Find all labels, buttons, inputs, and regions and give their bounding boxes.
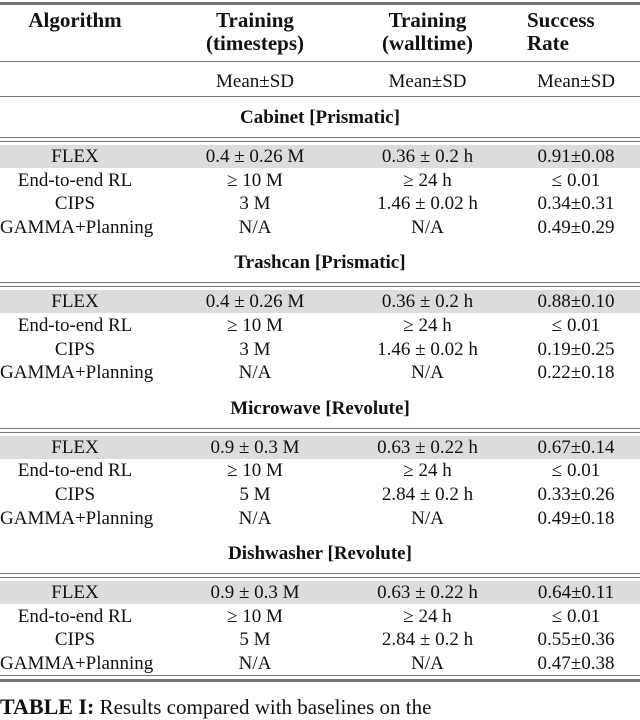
walltime-cell: N/A — [411, 217, 444, 239]
algorithm-cell: FLEX — [51, 291, 99, 313]
success-cell: 0.19±0.25 — [537, 338, 615, 360]
success-cell: 0.88±0.10 — [537, 291, 615, 313]
table-row — [0, 216, 640, 239]
section-title: Dishwasher [Revolute] — [228, 542, 412, 564]
timesteps-cell: 0.4 ± 0.26 M — [205, 291, 305, 313]
header-timesteps-line1: Training — [216, 8, 294, 32]
success-cell: 0.64±0.11 — [537, 581, 615, 603]
timesteps-cell: 3 M — [239, 193, 271, 215]
success-cell: 0.22±0.18 — [537, 362, 615, 384]
table-row — [0, 507, 640, 530]
table-row — [0, 314, 640, 337]
walltime-cell: 2.84 ± 0.2 h — [381, 484, 474, 505]
table-row — [0, 459, 640, 482]
table-row — [0, 192, 640, 215]
header-algorithm: Algorithm — [28, 8, 122, 32]
timesteps-cell: 0.9 ± 0.3 M — [210, 436, 300, 458]
walltime-cell: 0.36 ± 0.2 h — [381, 146, 474, 167]
walltime-cell: 0.36 ± 0.2 h — [381, 291, 474, 313]
timesteps-cell: 0.9 ± 0.3 M — [210, 581, 300, 603]
walltime-cell: N/A — [411, 653, 444, 674]
bottom-rule-inner — [0, 675, 640, 676]
success-cell: 0.49±0.29 — [537, 217, 615, 239]
caption-text: Results compared with baselines on the — [99, 695, 432, 719]
table-row — [0, 361, 640, 384]
header-walltime — [340, 9, 515, 55]
timesteps-cell: N/A — [238, 653, 272, 674]
header-success — [527, 9, 627, 55]
algorithm-cell: CIPS — [54, 629, 96, 651]
table-row — [0, 145, 640, 168]
walltime-cell: N/A — [411, 362, 444, 384]
algorithm-cell: FLEX — [51, 581, 99, 603]
walltime-cell: ≥ 24 h — [403, 169, 452, 191]
table-row — [0, 581, 640, 604]
walltime-cell: 1.46 ± 0.02 h — [377, 193, 478, 215]
subheader-success: Mean±SD — [537, 71, 615, 92]
success-cell: ≤ 0.01 — [551, 605, 601, 627]
header-success-line1: Success — [527, 8, 595, 32]
subheader-timesteps: Mean±SD — [216, 71, 294, 92]
header-walltime-line2: (walltime) — [382, 31, 473, 55]
timesteps-cell: N/A — [238, 362, 272, 384]
algorithm-cell: GAMMA+Planning — [0, 362, 154, 384]
table-row — [0, 436, 640, 459]
section-rule — [0, 282, 640, 283]
walltime-cell: ≥ 24 h — [403, 460, 452, 482]
algorithm-cell: End-to-end RL — [17, 169, 133, 191]
success-cell: 0.67±0.14 — [537, 436, 615, 458]
walltime-cell: 1.46 ± 0.02 h — [377, 338, 478, 360]
caption-label: TABLE I: — [0, 694, 95, 719]
timesteps-cell: ≥ 10 M — [227, 315, 283, 336]
timesteps-cell: 3 M — [239, 338, 271, 360]
walltime-cell: N/A — [411, 507, 444, 529]
section-rule — [0, 137, 640, 138]
timesteps-cell: N/A — [238, 217, 272, 239]
section-title: Microwave [Revolute] — [230, 397, 410, 419]
header-walltime-line1: Training — [388, 8, 467, 32]
timesteps-cell: 5 M — [239, 629, 271, 651]
walltime-cell: 0.63 ± 0.22 h — [377, 581, 478, 603]
algorithm-cell: End-to-end RL — [17, 460, 133, 482]
algorithm-cell: FLEX — [51, 146, 99, 167]
success-cell: 0.55±0.36 — [537, 629, 615, 651]
section-title: Trashcan [Prismatic] — [234, 252, 406, 274]
timesteps-cell: 0.4 ± 0.26 M — [205, 146, 305, 167]
header-success-line2: Rate — [527, 31, 569, 55]
table-row — [0, 169, 640, 192]
success-cell: ≤ 0.01 — [551, 460, 601, 482]
table-row — [0, 290, 640, 313]
table-row — [0, 605, 640, 628]
walltime-cell: 2.84 ± 0.2 h — [381, 629, 474, 651]
timesteps-cell: N/A — [238, 507, 272, 529]
algorithm-cell: End-to-end RL — [17, 315, 133, 336]
algorithm-cell: CIPS — [54, 193, 96, 215]
table-row — [0, 652, 640, 675]
header-timesteps — [160, 9, 350, 55]
timesteps-cell: ≥ 10 M — [227, 605, 283, 627]
table-row — [0, 483, 640, 506]
success-cell: ≤ 0.01 — [551, 169, 601, 191]
top-rule — [0, 2, 640, 5]
algorithm-cell: CIPS — [54, 484, 96, 505]
algorithm-cell: End-to-end RL — [17, 605, 133, 627]
section-rule — [0, 286, 640, 287]
algorithm-cell: GAMMA+Planning — [0, 507, 154, 529]
timesteps-cell: 5 M — [239, 484, 271, 505]
algorithm-cell: CIPS — [54, 338, 96, 360]
walltime-cell: 0.63 ± 0.22 h — [377, 436, 478, 458]
algorithm-cell: FLEX — [51, 436, 99, 458]
section-title: Cabinet [Prismatic] — [240, 107, 400, 128]
table-row — [0, 338, 640, 361]
success-cell: ≤ 0.01 — [551, 315, 601, 336]
table-caption — [0, 694, 431, 720]
algorithm-cell: GAMMA+Planning — [0, 653, 154, 674]
header-rule — [0, 61, 640, 62]
section-rule — [0, 573, 640, 574]
walltime-cell: ≥ 24 h — [403, 605, 452, 627]
bottom-rule — [0, 679, 640, 682]
subheader-walltime: Mean±SD — [388, 71, 467, 92]
subheader-rule — [0, 96, 640, 97]
section-rule — [0, 577, 640, 578]
algorithm-cell: GAMMA+Planning — [0, 217, 154, 239]
walltime-cell: ≥ 24 h — [403, 315, 452, 336]
success-cell: 0.91±0.08 — [537, 146, 615, 167]
header-timesteps-line2: (timesteps) — [206, 31, 304, 55]
section-rule — [0, 428, 640, 429]
table-row — [0, 628, 640, 651]
timesteps-cell: ≥ 10 M — [227, 460, 283, 482]
success-cell: 0.34±0.31 — [537, 193, 615, 215]
success-cell: 0.47±0.38 — [537, 653, 615, 674]
success-cell: 0.33±0.26 — [537, 484, 615, 505]
timesteps-cell: ≥ 10 M — [227, 169, 283, 191]
section-rule — [0, 432, 640, 433]
section-rule — [0, 141, 640, 142]
success-cell: 0.49±0.18 — [537, 507, 615, 529]
